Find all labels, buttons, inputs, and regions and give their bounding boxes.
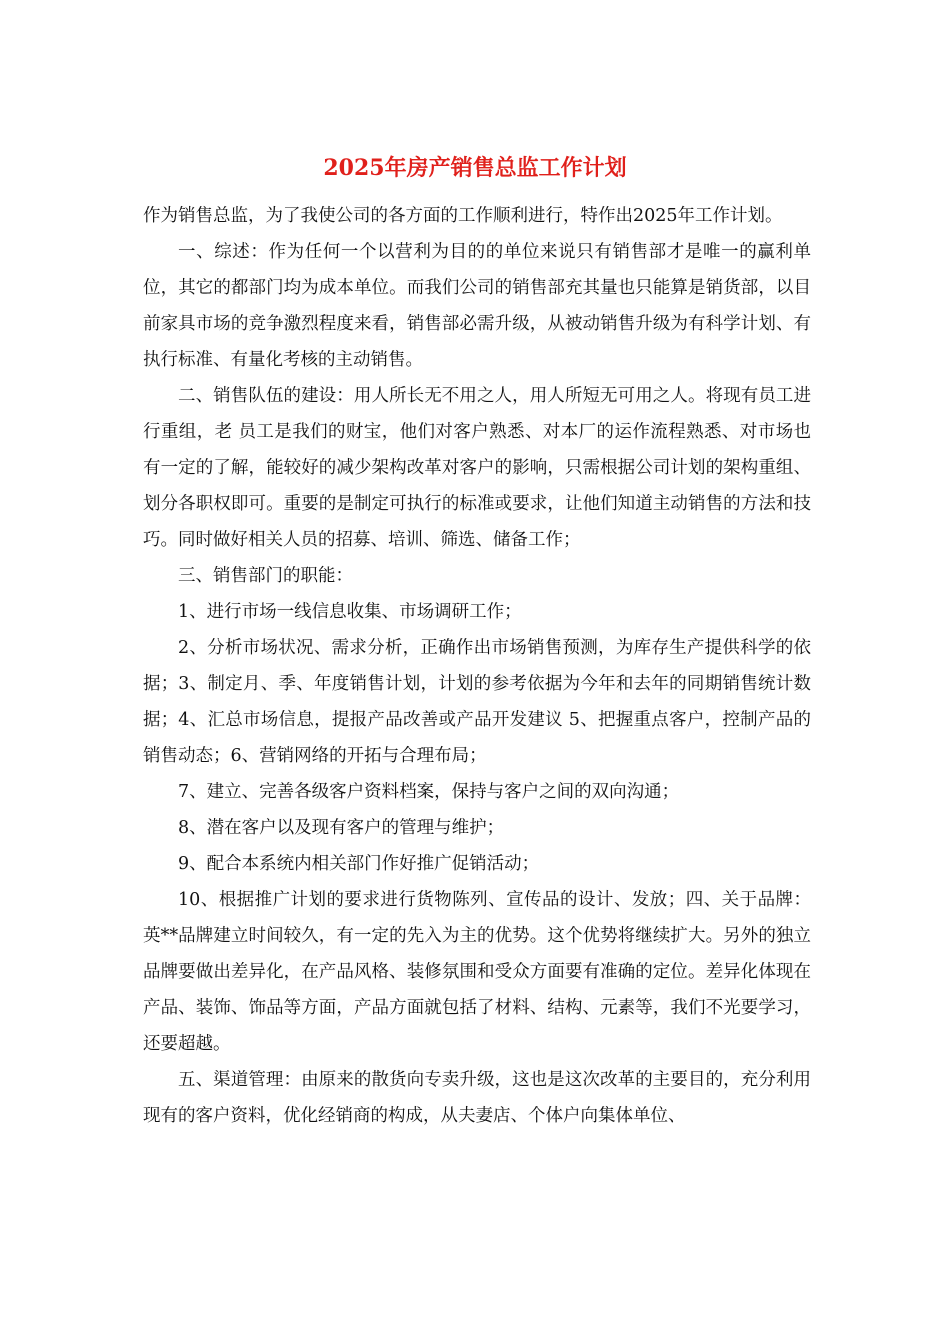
paragraph-2: 一、综述：作为任何一个以营利为目的的单位来说只有销售部才是唯一的赢利单位，其它的都部门均为成本单位。而我们公司的销售部充其量也只能算是销货部，以目前家具市场的竞争激烈程度来看，销售部必需升级，从被动销售升级为有科学计划、有执行标准、有量化考核的主动销售。 [143, 242, 811, 370]
paragraph-10: 10、根据推广计划的要求进行货物陈列、宣传品的设计、发放；四、关于品牌：英**品牌建立时间较久，有一定的先入为主的优势。这个优势将继续扩大。另外的独立品牌要做出差异化，在产品风格、装修氛围和受众方面要有准确的定位。差异化体现在产品、装饰、饰品等方面，产品方面就包括了材料、结构、元素等，我们不光要学习，还要超越。 [143, 890, 811, 1054]
paragraph-5: 1、进行市场一线信息收集、市场调研工作； [178, 602, 522, 622]
paragraph-3: 二、销售队伍的建设：用人所长无不用之人，用人所短无可用之人。将现有员工进行重组，老 员工是我们的财宝，他们对客户熟悉、对本厂的运作流程熟悉、对市场也有一定的了解，能较好的减少架构改革对客户的影响，只需根据公司计划的架构重组、划分各职权即可。重要的是制定可执行的标准或要求，让他们知道主动销售的方法和技巧。同时做好相关人员的招募、培训、筛选、储备工作； [143, 386, 811, 550]
paragraph-1: 作为销售总监，为了我使公司的各方面的工作顺利进行，特作出2025年工作计划。 [143, 206, 783, 226]
paragraph-4: 三、销售部门的职能： [178, 566, 353, 586]
document-body [143, 198, 811, 1134]
paragraph-7: 7、建立、完善各级客户资料档案，保持与客户之间的双向沟通； [178, 782, 680, 802]
paragraph-9: 9、配合本系统内相关部门作好推广促销活动； [178, 854, 540, 874]
page-title: 2025年房产销售总监工作计划 [323, 155, 627, 181]
paragraph-6: 2、分析市场状况、需求分析，正确作出市场销售预测，为库存生产提供科学的依据；3、制定月、季、年度销售计划，计划的参考依据为今年和去年的同期销售统计数据；4、汇总市场信息，提报产品改善或产品开发建议 5、把握重点客户，控制产品的销售动态；6、营销网络的开拓与合理布局； [143, 638, 811, 766]
paragraph-8: 8、潜在客户以及现有客户的管理与维护； [178, 818, 505, 838]
paragraph-11: 五、渠道管理：由原来的散货向专卖升级，这也是这次改革的主要目的，充分利用现有的客户资料，优化经销商的构成，从夫妻店、个体户向集体单位、 [143, 1070, 811, 1126]
